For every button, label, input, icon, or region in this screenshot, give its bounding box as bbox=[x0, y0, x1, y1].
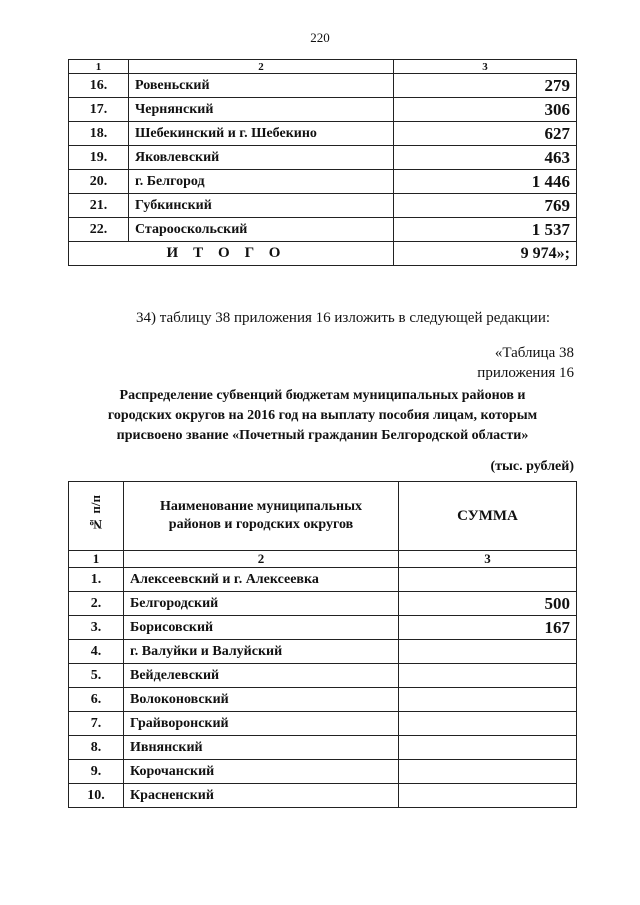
total-label: ИТОГО bbox=[69, 242, 394, 266]
row-name: Вейделевский bbox=[124, 664, 399, 688]
row-value bbox=[399, 688, 577, 712]
table-row bbox=[69, 146, 577, 170]
column-sum-heading bbox=[399, 482, 577, 551]
header-col-3: 3 bbox=[394, 60, 577, 74]
table-row bbox=[69, 170, 577, 194]
row-value bbox=[399, 640, 577, 664]
table-row bbox=[69, 712, 577, 736]
row-number: 5. bbox=[69, 664, 124, 688]
table-row bbox=[69, 194, 577, 218]
row-name: Белгородский bbox=[124, 592, 399, 616]
row-name: Яковлевский bbox=[129, 146, 394, 170]
row-number: 22. bbox=[69, 218, 129, 242]
row-number: 18. bbox=[69, 122, 129, 146]
row-number: 8. bbox=[69, 736, 124, 760]
table-row bbox=[69, 592, 577, 616]
row-number: 16. bbox=[69, 74, 129, 98]
row-value bbox=[399, 736, 577, 760]
table-row bbox=[69, 616, 577, 640]
row-number: 21. bbox=[69, 194, 129, 218]
row-name: Волоконовский bbox=[124, 688, 399, 712]
header-col-1: 1 bbox=[69, 60, 129, 74]
row-name: Корочанский bbox=[124, 760, 399, 784]
row-value bbox=[399, 568, 577, 592]
row-value: 1 537 bbox=[394, 218, 577, 242]
row-value: 463 bbox=[394, 146, 577, 170]
row-number: 6. bbox=[69, 688, 124, 712]
row-number: 1. bbox=[69, 568, 124, 592]
total-value: 9 974»; bbox=[394, 242, 577, 266]
table-row bbox=[69, 568, 577, 592]
table-caption-line-1: «Таблица 38 bbox=[494, 345, 574, 361]
column-number-heading bbox=[69, 482, 124, 551]
row-name: Чернянский bbox=[129, 98, 394, 122]
row-name: г. Белгород bbox=[129, 170, 394, 194]
distribution-table bbox=[68, 481, 577, 808]
table-row bbox=[69, 98, 577, 122]
row-value bbox=[399, 760, 577, 784]
row-number: 10. bbox=[69, 784, 124, 808]
row-name: Ровеньский bbox=[129, 74, 394, 98]
amendment-paragraph: 34) таблицу 38 приложения 16 изложить в следующей редакции: bbox=[136, 310, 551, 326]
row-value: 1 446 bbox=[394, 170, 577, 194]
row-value: 627 bbox=[394, 122, 577, 146]
row-value bbox=[399, 712, 577, 736]
header-col-2: 2 bbox=[129, 60, 394, 74]
row-number: 2. bbox=[69, 592, 124, 616]
table-row bbox=[69, 122, 577, 146]
continued-table bbox=[68, 59, 577, 266]
column-heading-row bbox=[69, 482, 577, 551]
table-row bbox=[69, 784, 577, 808]
row-number: 7. bbox=[69, 712, 124, 736]
table-row bbox=[69, 688, 577, 712]
header-col-3: 3 bbox=[399, 551, 577, 568]
page-number: 220 bbox=[310, 30, 330, 45]
row-number: 9. bbox=[69, 760, 124, 784]
table-row bbox=[69, 640, 577, 664]
row-name: Ивнянский bbox=[124, 736, 399, 760]
column-sum-label: СУММА bbox=[457, 507, 518, 524]
column-name-line: районов и городских округов bbox=[168, 517, 354, 532]
row-number: 3. bbox=[69, 616, 124, 640]
row-value: 167 bbox=[399, 616, 577, 640]
total-row bbox=[69, 242, 577, 266]
row-name: Шебекинский и г. Шебекино bbox=[129, 122, 394, 146]
column-name-line: Наименование муниципальных bbox=[159, 499, 363, 514]
row-name: Губкинский bbox=[129, 194, 394, 218]
row-name: Борисовский bbox=[124, 616, 399, 640]
row-value bbox=[399, 664, 577, 688]
table-header-row bbox=[69, 60, 577, 74]
row-name: Грайворонский bbox=[124, 712, 399, 736]
row-name: Старооскольский bbox=[129, 218, 394, 242]
table-row bbox=[69, 218, 577, 242]
header-col-2: 2 bbox=[124, 551, 399, 568]
table-row bbox=[69, 736, 577, 760]
row-name: г. Валуйки и Валуйский bbox=[124, 640, 399, 664]
table-header-row bbox=[69, 551, 577, 568]
row-number: 20. bbox=[69, 170, 129, 194]
row-value: 279 bbox=[394, 74, 577, 98]
table-caption-line-2: приложения 16 bbox=[477, 365, 574, 381]
column-name-heading bbox=[124, 482, 399, 551]
units-label: (тыс. рублей) bbox=[490, 459, 574, 474]
table-row bbox=[69, 74, 577, 98]
row-value: 500 bbox=[399, 592, 577, 616]
row-value bbox=[399, 784, 577, 808]
table-title-line: присвоено звание «Почетный гражданин Белгородской области» bbox=[116, 428, 529, 443]
row-number: 4. bbox=[69, 640, 124, 664]
row-value: 306 bbox=[394, 98, 577, 122]
column-number-label: № п/п bbox=[88, 495, 103, 532]
table-row bbox=[69, 760, 577, 784]
row-name: Красненский bbox=[124, 784, 399, 808]
table-title-line: городских округов на 2016 год на выплату пособия лицам, которым bbox=[107, 408, 538, 423]
row-value: 769 bbox=[394, 194, 577, 218]
row-number: 17. bbox=[69, 98, 129, 122]
table-title bbox=[70, 386, 575, 446]
table-title-line: Распределение субвенций бюджетам муниципальных районов и bbox=[119, 388, 526, 403]
header-col-1: 1 bbox=[69, 551, 124, 568]
row-number: 19. bbox=[69, 146, 129, 170]
row-name: Алексеевский и г. Алексеевка bbox=[124, 568, 399, 592]
table-row bbox=[69, 664, 577, 688]
